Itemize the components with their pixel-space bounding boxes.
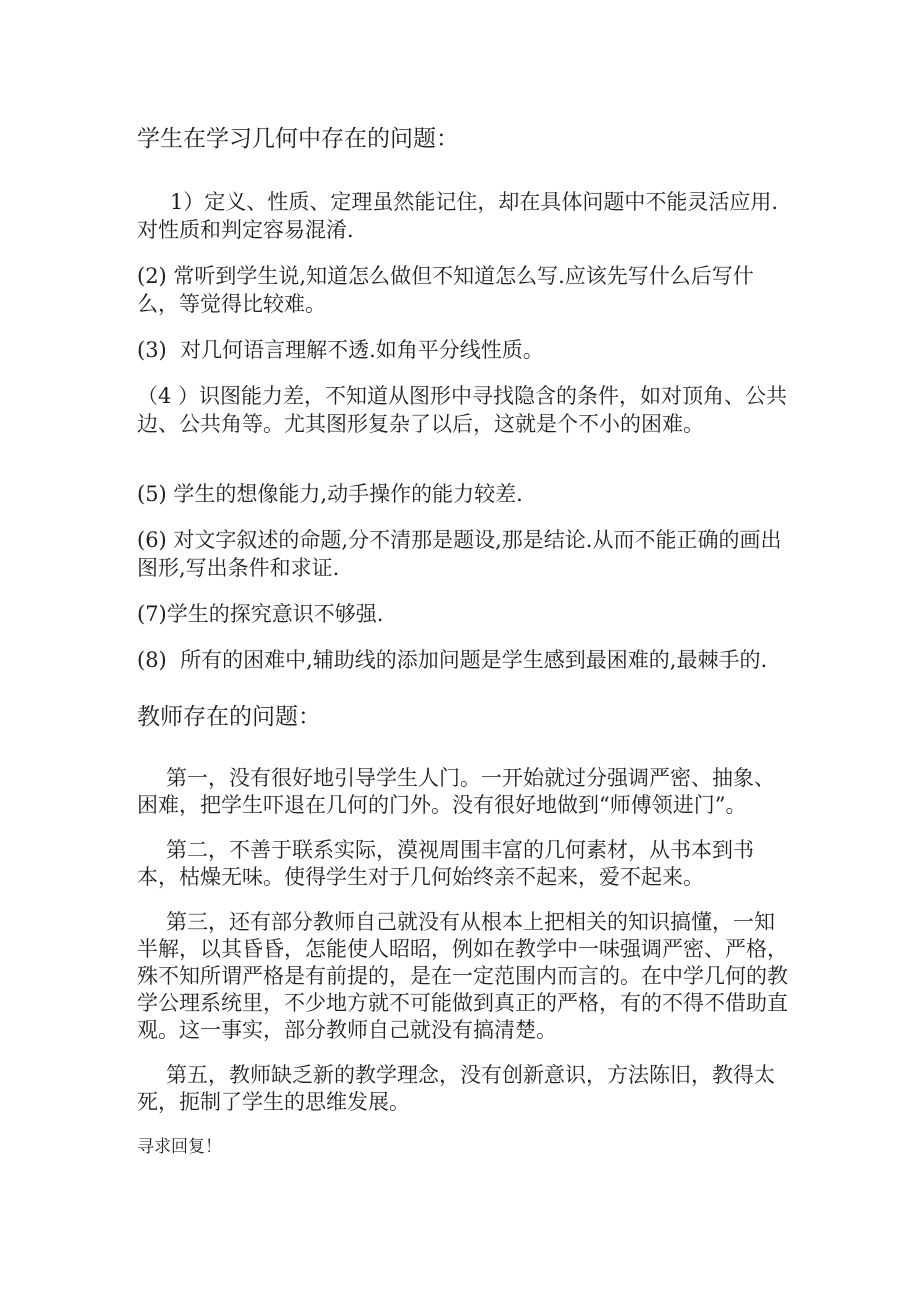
section1-heading: 学生在学习几何中存在的问题： bbox=[137, 126, 459, 152]
student-problem-1: 1）定义、性质、定理虽然能记住，却在具体问题中不能灵活应用.对性质和判定容易混淆. bbox=[137, 190, 779, 242]
student-problem-3: (3) 对几何语言理解不透.如角平分线性质。 bbox=[137, 338, 544, 362]
student-problem-4: （4 ）识图能力差，不知道从图形中寻找隐含的条件，如对顶角、公共边、公共角等。尤其图形复杂了以后，这就是个不小的困难。 bbox=[137, 384, 788, 436]
student-problem-6: (6) 对文字叙述的命题,分不清那是题设,那是结论.从而不能正确的画出图形,写出条件和求证. bbox=[137, 528, 782, 580]
student-problem-5: (5) 学生的想像能力,动手操作的能力较差. bbox=[137, 482, 523, 506]
teacher-problem-4: 第五，教师缺乏新的教学理念，没有创新意识，方法陈旧，教得太死，扼制了学生的思维发展。 bbox=[137, 1063, 775, 1114]
student-problem-7: (7)学生的探究意识不够强. bbox=[137, 602, 384, 626]
student-problem-8: (8) 所有的困难中,辅助线的添加问题是学生感到最困难的,最棘手的. bbox=[137, 648, 768, 672]
closing-line: 寻求回复！ bbox=[137, 1137, 222, 1157]
section2-heading: 教师存在的问题： bbox=[137, 704, 321, 730]
teacher-problem-3: 第三，还有部分教师自己就没有从根本上把相关的知识搞懂，一知半解，以其昏昏，怎能使人昭昭，例如在教学中一味强调严密、严格，殊不知所谓严格是有前提的，是在一定范围内而言的。在中学几何的教学公理系统里，不少地方就不可能做到真正的严格，有的不得不借助直观。这一事实，部分教师自己就没有搞清楚。 bbox=[137, 910, 788, 1042]
teacher-problem-1: 第一，没有很好地引导学生人门。一开始就过分强调严密、抽象、困难，把学生吓退在几何的门外。没有很好地做到“师傅领进门”。 bbox=[137, 766, 775, 817]
teacher-problem-2: 第二，不善于联系实际，漠视周围丰富的几何素材，从书本到书本，枯燥无味。使得学生对于几何始终亲不起来，爱不起来。 bbox=[137, 838, 754, 889]
student-problem-2: (2) 常听到学生说,知道怎么做但不知道怎么写.应该先写什么后写什么，等觉得比较难。 bbox=[137, 264, 754, 316]
